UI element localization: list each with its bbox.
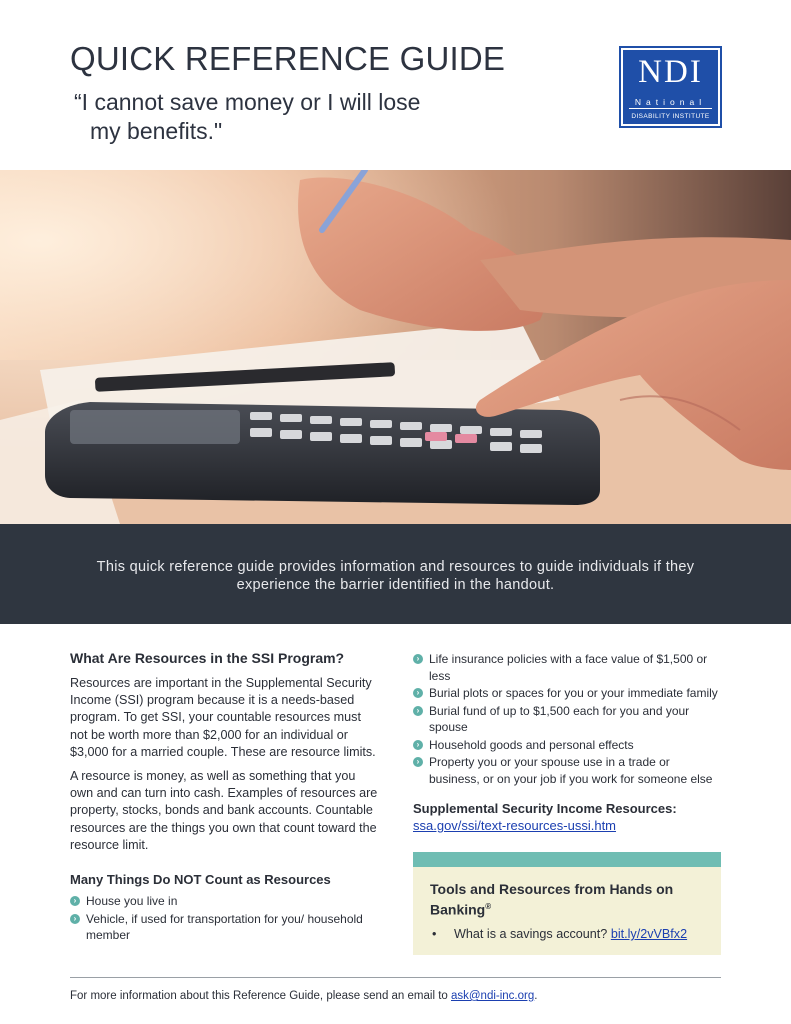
- barrier-quote: [74, 88, 514, 146]
- list-item: › Life insurance policies with a face value of $1,500 or less: [413, 651, 723, 684]
- quote-line-1: “I cannot save money or I will lose: [74, 89, 421, 115]
- list-item: › Vehicle, if used for transportation for you/ household member: [70, 911, 380, 944]
- footer: For more information about this Reference Guide, please send an email to ask@ndi-inc.org.: [70, 990, 538, 1002]
- resources-paragraph-2: A resource is money, as well as something that you own and can turn into cash. Examples of resources are property, stocks, bonds and bank accounts. Countable resources are the things you own that count toward the resource limit.: [70, 769, 378, 852]
- footer-text: For more information about this Reference Guide, please send an email to: [70, 990, 451, 1002]
- list-item: › Household goods and personal effects: [413, 737, 723, 754]
- ssi-resources-link[interactable]: ssa.gov/ssi/text-resources-ussi.htm: [413, 818, 617, 833]
- intro-text: This quick reference guide provides information and resources to guide individuals if they experience the barrier identified in the handout.: [96, 559, 695, 593]
- not-count-heading: Many Things Do NOT Count as Resources: [70, 872, 331, 888]
- savings-account-link[interactable]: bit.ly/2vVBfx2: [610, 927, 688, 941]
- tools-item-text: What is a savings account?: [454, 927, 611, 941]
- intro-band: [0, 524, 791, 624]
- ndi-logo: [619, 46, 722, 128]
- left-column: [70, 650, 380, 945]
- resources-paragraph-1: Resources are important in the Supplemental Security Income (SSI) program because it is a needs-based program. To get SSI, your countable resources must not be worth more than $2,000 for an individual or $3,000 for a married couple. These are resource limits.: [70, 676, 376, 759]
- arrow-circle-icon: ›: [413, 688, 423, 698]
- arrow-circle-icon: ›: [413, 757, 423, 767]
- header: [0, 0, 791, 170]
- logo-letters: NDI: [638, 54, 703, 90]
- not-count-list-continued: [413, 651, 723, 787]
- list-item: › Burial fund of up to $1,500 each for you and your spouse: [413, 703, 723, 736]
- arrow-circle-icon: ›: [413, 654, 423, 664]
- footer-divider: [70, 977, 721, 978]
- registered-mark: ®: [485, 902, 492, 911]
- tools-box: [413, 852, 721, 955]
- right-column: [413, 651, 723, 833]
- bullet-icon: •: [432, 927, 437, 941]
- arrow-circle-icon: ›: [70, 896, 80, 906]
- ssi-resources-heading: Supplemental Security Income Resources:: [413, 801, 677, 816]
- tools-heading: Tools and Resources from Hands on Banking®: [430, 881, 674, 918]
- not-count-list: [70, 893, 380, 944]
- resources-heading: What Are Resources in the SSI Program?: [70, 650, 345, 666]
- logo-institute: DISABILITY INSTITUTE: [631, 113, 710, 120]
- page-title: QUICK REFERENCE GUIDE: [70, 40, 506, 77]
- quote-line-2: my benefits.": [90, 118, 223, 144]
- list-item: › House you live in: [70, 893, 380, 910]
- arrow-circle-icon: ›: [413, 740, 423, 750]
- calculator-photo: [0, 170, 791, 524]
- arrow-circle-icon: ›: [70, 914, 80, 924]
- logo-national: National: [629, 97, 712, 109]
- arrow-circle-icon: ›: [413, 706, 423, 716]
- list-item: › Burial plots or spaces for you or your immediate family: [413, 685, 723, 702]
- tools-item: [432, 927, 687, 941]
- list-item: › Property you or your spouse use in a trade or business, or on your job if you work for someone else: [413, 754, 723, 787]
- email-link[interactable]: ask@ndi-inc.org: [450, 990, 535, 1002]
